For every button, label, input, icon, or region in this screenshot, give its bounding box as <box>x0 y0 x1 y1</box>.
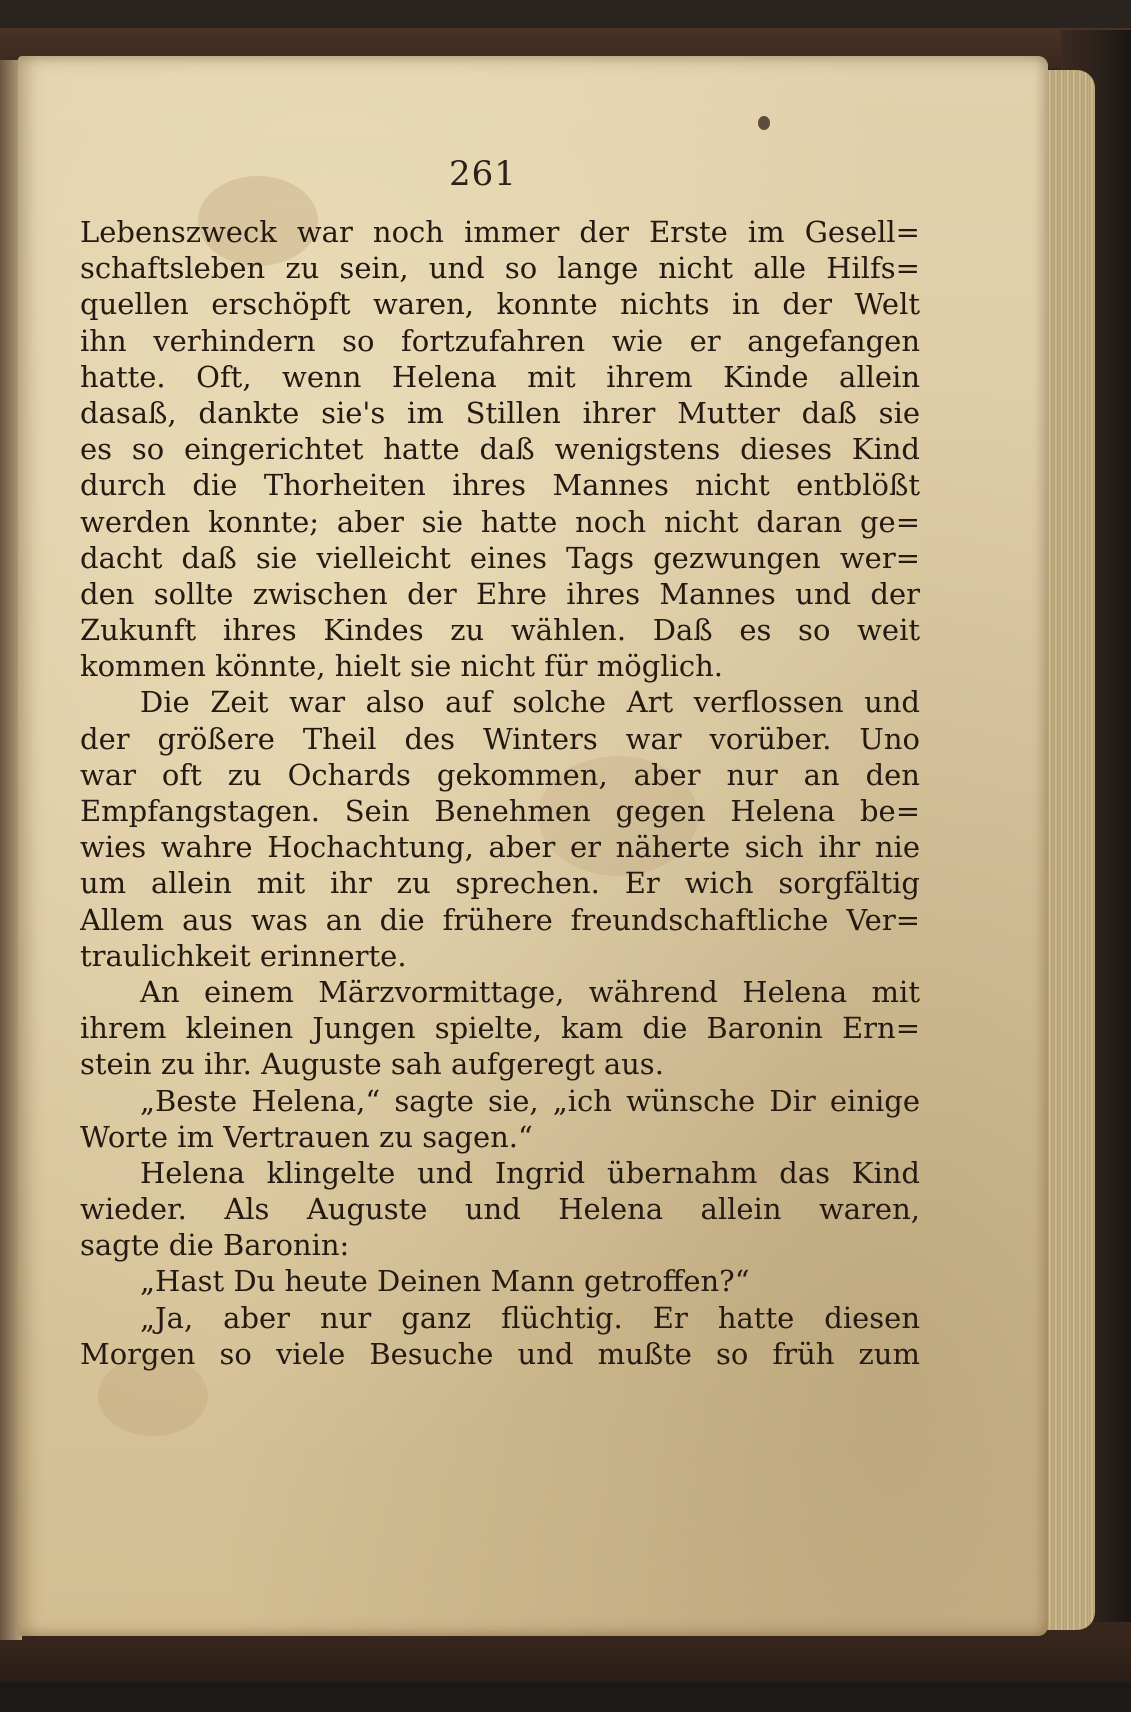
text-line: quellen erschöpft waren, konnte nichts in der Welt <box>80 287 920 322</box>
text-line: traulichkeit erinnerte. <box>80 938 407 973</box>
text-line: kommen könnte, hielt sie nicht für möglich. <box>80 649 723 684</box>
body-text <box>80 214 920 1372</box>
text-line: Empfangstagen. Sein Benehmen gegen Helena be= <box>80 794 920 828</box>
text-line: der größere Theil des Winters war vorüber. Uno <box>80 721 920 756</box>
text-line: sagte die Baronin: <box>80 1228 350 1263</box>
book-page <box>18 56 1048 1636</box>
text-line: Worte im Vertrauen zu sagen.“ <box>80 1119 533 1154</box>
page-number: 261 <box>449 154 517 194</box>
text-line: um allein mit ihr zu sprechen. Er wich sorgfältig <box>80 866 920 901</box>
text-line: durch die Thorheiten ihres Mannes nicht entblößt <box>80 468 920 503</box>
text-line: Allem aus was an die frühere freundschaftliche Ver= <box>80 902 920 937</box>
text-line: „Ja, aber nur ganz flüchtig. Er hatte diesen <box>140 1300 920 1335</box>
text-line: stein zu ihr. Auguste sah aufgeregt aus. <box>80 1047 664 1082</box>
ink-dot <box>758 116 770 130</box>
text-line: An einem Märzvormittage, während Helena mit <box>140 974 920 1009</box>
text-line: wieder. Als Auguste und Helena allein waren, <box>80 1192 920 1227</box>
text-line: hatte. Oft, wenn Helena mit ihrem Kinde allein <box>80 359 920 394</box>
text-line: Helena klingelte und Ingrid übernahm das Kind <box>140 1155 920 1190</box>
text-line: es so eingerichtet hatte daß wenigstens dieses Kind <box>80 432 920 467</box>
text-line: schaftsleben zu sein, und so lange nicht alle Hilfs= <box>80 251 920 286</box>
text-line: war oft zu Ochards gekommen, aber nur an den <box>80 757 920 792</box>
text-line: „Beste Helena,“ sagte sie, „ich wünsche Dir einige <box>140 1083 920 1118</box>
text-line: Lebenszweck war noch immer der Erste im Gesell= <box>80 215 920 249</box>
text-line: dacht daß sie vielleicht eines Tags gezwungen wer= <box>80 540 920 575</box>
text-line: Morgen so viele Besuche und mußte so früh zum <box>80 1336 920 1371</box>
text-line: wies wahre Hochachtung, aber er näherte sich ihr nie <box>80 830 920 865</box>
text-line: dasaß, dankte sie's im Stillen ihrer Mutter daß sie <box>80 395 920 430</box>
text-line: „Hast Du heute Deinen Mann getroffen?“ <box>140 1264 750 1299</box>
text-line: ihn verhindern so fortzufahren wie er angefangen <box>80 323 920 358</box>
text-line: ihrem kleinen Jungen spielte, kam die Baronin Ern= <box>80 1011 920 1046</box>
text-line: Zukunft ihres Kindes zu wählen. Daß es so weit <box>80 613 920 648</box>
text-line: werden konnte; aber sie hatte noch nicht daran ge= <box>80 504 920 539</box>
text-line: den sollte zwischen der Ehre ihres Mannes und der <box>80 576 920 611</box>
text-line: Die Zeit war also auf solche Art verflossen und <box>140 685 920 720</box>
